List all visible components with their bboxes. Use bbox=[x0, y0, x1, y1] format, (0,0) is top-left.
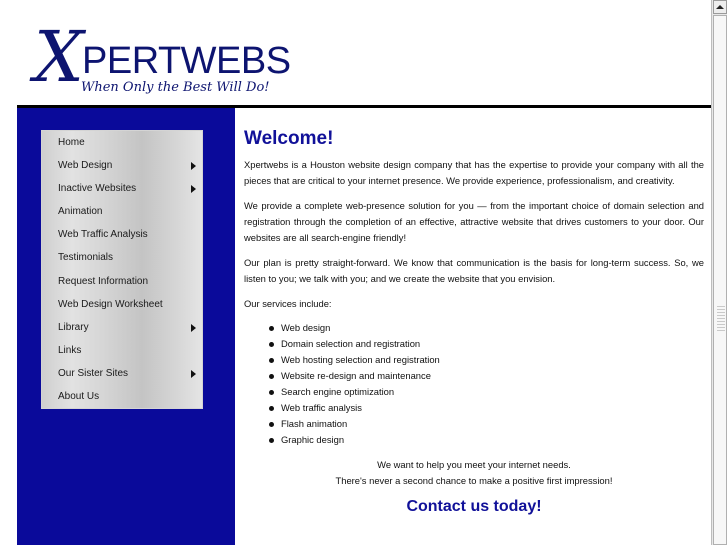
scroll-up-button[interactable] bbox=[713, 0, 727, 14]
intro-paragraph: Xpertwebs is a Houston website design company that has the expertise to provide your company with all the pieces that are critical to your internet presence. We provide experience, professionalism, and creativity. bbox=[244, 159, 704, 186]
service-item: Website re-design and maintenance bbox=[269, 368, 704, 384]
nav-item-inactive-websites[interactable] bbox=[42, 177, 202, 200]
nav-item-label: Our Sister Sites bbox=[58, 367, 129, 379]
nav-item-label: Testimonials bbox=[58, 252, 114, 264]
service-item: Search engine optimization bbox=[269, 384, 704, 400]
service-item: Web traffic analysis bbox=[269, 400, 704, 416]
nav-menu bbox=[41, 130, 203, 409]
submenu-arrow-icon bbox=[191, 162, 196, 170]
service-item: Web design bbox=[269, 320, 704, 336]
service-item: Flash animation bbox=[269, 416, 704, 432]
nav-item-label: Library bbox=[58, 321, 89, 333]
scroll-thumb[interactable] bbox=[713, 15, 727, 545]
services-intro: Our services include: bbox=[244, 298, 332, 309]
nav-item-label: Inactive Websites bbox=[58, 183, 137, 195]
closing-line-2: There's never a second chance to make a positive first impression! bbox=[335, 475, 613, 486]
nav-item-label: Web Traffic Analysis bbox=[58, 229, 148, 241]
nav-item-our-sister-sites[interactable] bbox=[42, 362, 202, 385]
logo-letter: X bbox=[34, 16, 84, 98]
service-item: Graphic design bbox=[269, 432, 704, 448]
logo-tagline: When Only the Best Will Do! bbox=[81, 80, 270, 95]
nav-item-web-design-worksheet[interactable] bbox=[42, 293, 202, 316]
nav-item-label: About Us bbox=[58, 391, 100, 403]
submenu-arrow-icon bbox=[191, 185, 196, 193]
plan-paragraph: Our plan is pretty straight-forward. We know that communication is the basis for long-term success. So, we listen to you; we talk with you; and we create the website that you envision. bbox=[244, 257, 704, 284]
service-item: Web hosting selection and registration bbox=[269, 352, 704, 368]
nav-item-request-information[interactable] bbox=[42, 270, 202, 293]
main-content bbox=[244, 108, 704, 545]
nav-item-web-traffic-analysis[interactable] bbox=[42, 223, 202, 246]
arrow-up-icon bbox=[716, 5, 724, 9]
nav-item-animation[interactable] bbox=[42, 200, 202, 223]
nav-item-label: Web Design Worksheet bbox=[58, 298, 163, 310]
page-title: Welcome! bbox=[244, 128, 334, 149]
site-logo[interactable] bbox=[34, 16, 294, 100]
nav-item-about-us[interactable] bbox=[42, 385, 202, 408]
solution-paragraph: We provide a complete web-presence solution for you — from the important choice of domain selection and registration through the completion of an effective, attractive website that drives customers to your door. Our websites are all search-engine friendly! bbox=[244, 200, 704, 243]
logo-wordmark: PERTWEBS bbox=[82, 40, 291, 82]
submenu-arrow-icon bbox=[191, 324, 196, 332]
nav-item-home[interactable] bbox=[42, 131, 202, 154]
nav-item-label: Links bbox=[58, 344, 82, 356]
grip-icon bbox=[717, 306, 725, 332]
sidebar bbox=[17, 108, 235, 545]
nav-item-label: Home bbox=[58, 137, 85, 148]
submenu-arrow-icon bbox=[191, 370, 196, 378]
nav-item-testimonials[interactable] bbox=[42, 246, 202, 269]
vertical-scrollbar[interactable] bbox=[711, 0, 727, 545]
nav-item-label: Request Information bbox=[58, 275, 149, 287]
site-header bbox=[0, 0, 711, 106]
nav-item-web-design[interactable] bbox=[42, 154, 202, 177]
nav-item-label: Web Design bbox=[58, 160, 113, 172]
nav-item-library[interactable] bbox=[42, 316, 202, 339]
nav-item-links[interactable] bbox=[42, 339, 202, 362]
service-item: Domain selection and registration bbox=[269, 336, 704, 352]
services-list bbox=[269, 320, 704, 448]
closing-line-1: We want to help you meet your internet needs. bbox=[377, 459, 571, 470]
contact-link[interactable]: Contact us today! bbox=[406, 498, 542, 515]
nav-item-label: Animation bbox=[58, 206, 103, 218]
